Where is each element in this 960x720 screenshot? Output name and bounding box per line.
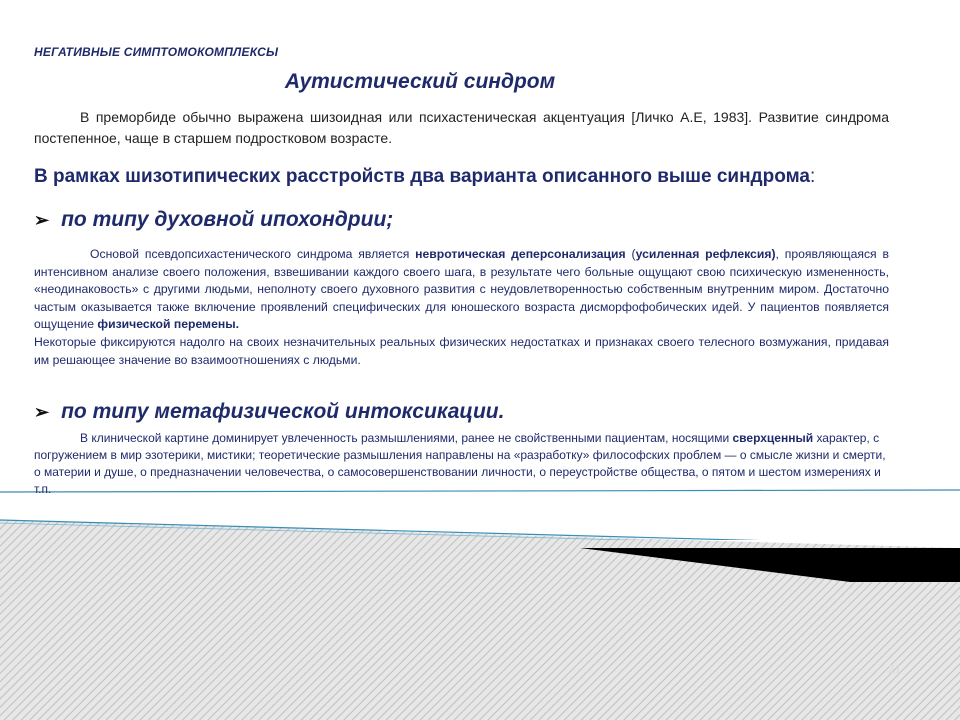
arrow-bullet-icon: ➢ xyxy=(34,402,50,422)
bullet-hypochondria: ➢ по типу духовной ипохондрии; xyxy=(34,208,394,231)
metaphysical-paragraph: В клинической картине доминирует увлеченность размышлениями, ранее не свойственными пациентам, носящими сверхценный характер, с погружением в мир эзотерики, мистики; теоретические размышления направлены на «разработку» философских проблем — о смысле жизни и смерти, о материи и душе, о предназначении человечества, о самосовершенствовании личности, о переустройстве общества, о пятом и шестом измерениях и т.п. xyxy=(34,431,886,496)
arrow-bullet-icon: ➢ xyxy=(34,210,50,230)
subheading: В рамках шизотипических расстройств два варианта описанного выше синдрома: xyxy=(34,166,816,187)
intro-paragraph: В преморбиде обычно выражена шизоидная или психастеническая акцентуация [Личко А.Е, 1983]. Развитие синдрома постепенное, чаще в старшем подростковом возрасте. xyxy=(34,109,889,146)
section-title: НЕГАТИВНЫЕ СИМПТОМОКОМПЛЕКСЫ xyxy=(34,45,279,59)
page-title: Аутистический синдром xyxy=(284,70,556,93)
hatched-background xyxy=(0,520,960,720)
bullet-metaphysical: ➢ по типу метафизической интоксикации. xyxy=(34,400,505,423)
page-number: 21 xyxy=(888,662,902,676)
hypochondria-paragraph: Основой псевдопсихастенического синдрома является невротическая деперсонализация (усиленная рефлексия), проявляющаяся в интенсивном анализе своего положения, взвешивании каждого своего шага, в результате чего больные ощущают свою психическую измененность, «неодинаковость» с другими людьми, неполноту своего духовного развития с неудовлетворенностью собственным внутренним миром. Достаточно частым оказывается также включение проявлений специфических для юношеского возраста дисморфофобических идей. У пациентов появляется ощущение физической перемены. Некоторые фиксируются надолго на своих незначительных реальных физических недостатках и признаках своего телесного возмужания, придавая им решающее значение во взаимоотношениях с людьми. xyxy=(34,247,889,367)
